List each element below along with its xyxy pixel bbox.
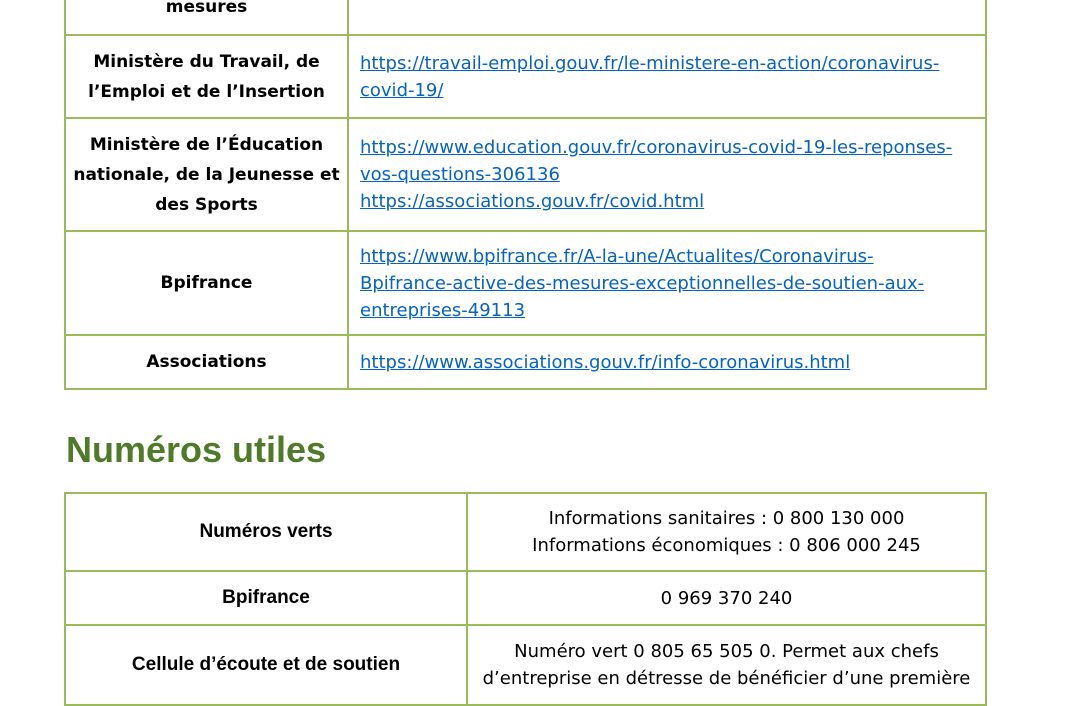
org-cell <box>65 0 348 35</box>
link-line: entreprises-49113 <box>360 299 526 321</box>
section-heading: Numéros utiles <box>66 429 327 470</box>
org-name: Ministère de l’Éducation nationale, de la Jeunesse et des Sports <box>73 134 340 215</box>
number-line: Informations économiques : 0 806 000 245 <box>532 535 921 556</box>
link-bpifrance[interactable] <box>360 243 975 324</box>
link-travail[interactable] <box>360 50 975 104</box>
org-cell <box>65 118 348 231</box>
table-row <box>65 118 986 231</box>
link-associations-info[interactable]: https://www.associations.gouv.fr/info-coronavirus.html <box>360 351 851 373</box>
label-cell <box>65 571 467 625</box>
link-line: https://www.education.gouv.fr/coronavirus-covid-19-les-reponses- <box>360 137 953 158</box>
number-line: 0 969 370 240 <box>660 587 793 609</box>
useful-numbers-table <box>64 492 987 706</box>
link-line: Bpifrance-active-des-mesures-exceptionnelles-de-soutien-aux- <box>360 272 925 294</box>
url-cell <box>348 35 986 118</box>
org-cell <box>65 335 348 389</box>
link-associations-covid[interactable]: https://associations.gouv.fr/covid.html <box>360 191 705 212</box>
table-row <box>65 335 986 389</box>
link-line: covid-19/ <box>360 79 444 101</box>
table-row <box>65 0 986 35</box>
org-name: mesures <box>165 0 248 17</box>
label-cell <box>65 493 467 571</box>
org-name: Associations <box>146 352 267 372</box>
link-line: vos-questions-306136 <box>360 164 560 185</box>
label-cell <box>65 625 467 705</box>
url-cell <box>348 0 986 35</box>
org-cell <box>65 35 348 118</box>
url-cell <box>348 335 986 389</box>
number-label: Bpifrance <box>222 587 310 608</box>
value-cell <box>467 625 986 705</box>
table-row <box>65 35 986 118</box>
number-line: d’entreprise en détresse de bénéficier d’une première <box>482 668 971 689</box>
number-line: Informations sanitaires : 0 800 130 000 <box>548 508 905 529</box>
table-row <box>65 625 986 705</box>
url-cell <box>348 231 986 335</box>
number-line: Numéro vert 0 805 65 505 0. Permet aux chefs <box>514 641 939 662</box>
link-education[interactable] <box>360 134 975 188</box>
link-economie[interactable] <box>360 0 975 3</box>
org-name: Ministère du Travail, de l’Emploi et de l’Insertion <box>88 51 325 102</box>
link-line: https://www.bpifrance.fr/A-la-une/Actualites/Coronavirus- <box>360 245 874 267</box>
org-name: Bpifrance <box>160 273 253 293</box>
link-line: https://travail-emploi.gouv.fr/le-ministere-en-action/coronavirus- <box>360 52 940 74</box>
url-cell <box>348 118 986 231</box>
value-cell <box>467 493 986 571</box>
useful-links-table <box>64 0 987 390</box>
table-row <box>65 571 986 625</box>
value-cell <box>467 571 986 625</box>
table-row <box>65 231 986 335</box>
table-row <box>65 493 986 571</box>
org-cell <box>65 231 348 335</box>
number-label: Numéros verts <box>199 521 333 542</box>
number-label: Cellule d’écoute et de soutien <box>131 654 401 675</box>
